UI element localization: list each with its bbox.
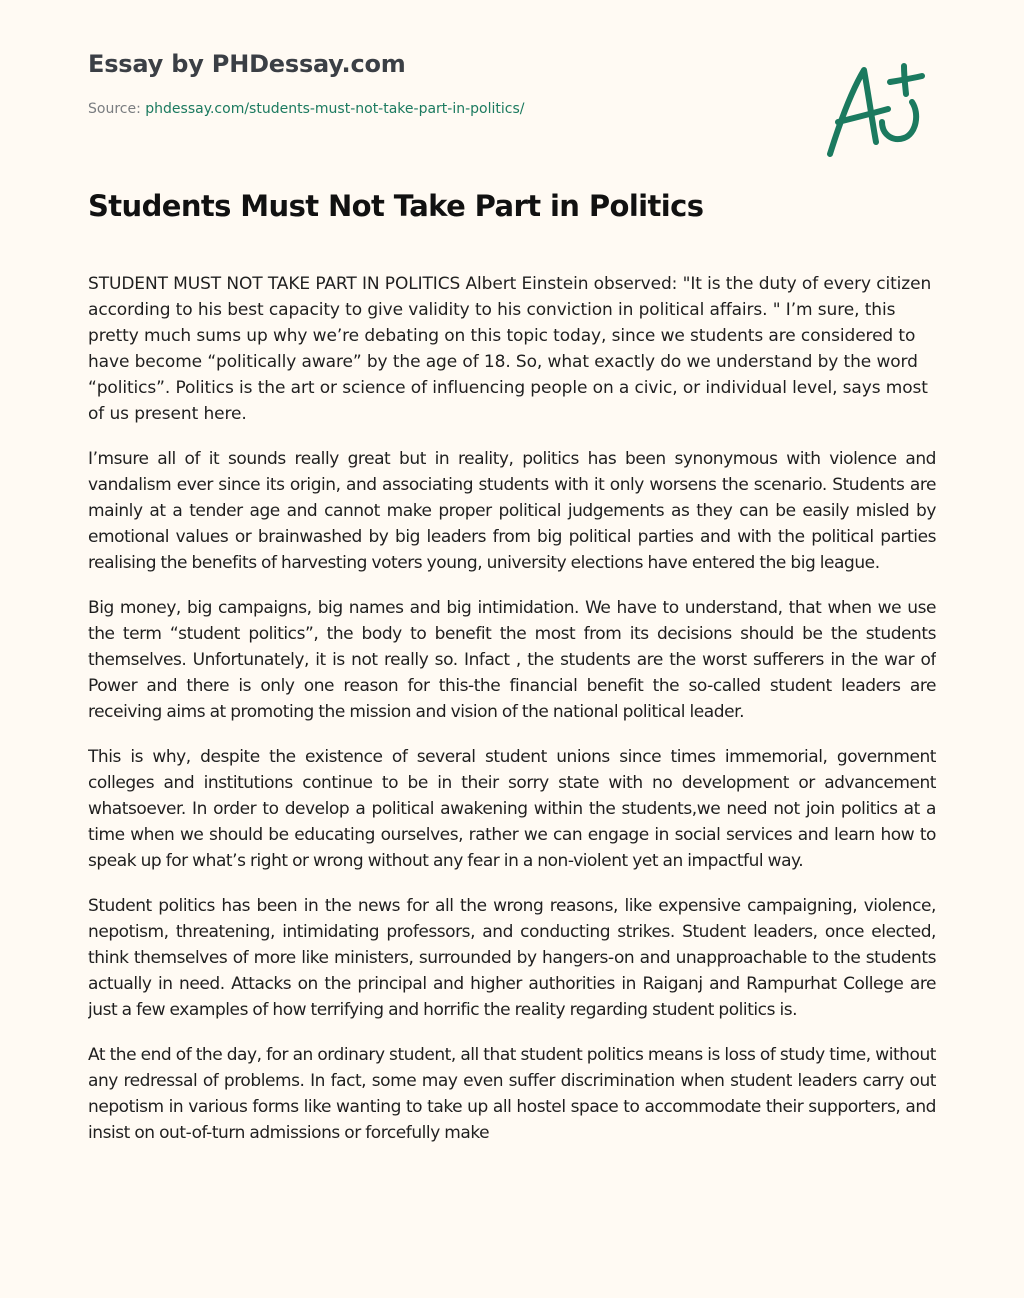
source-link[interactable]: phdessay.com/students-must-not-take-part-in-politics/ [145,101,525,117]
source-label: Source: [88,101,146,117]
essay-paragraph: STUDENT MUST NOT TAKE PART IN POLITICS Albert Einstein observed: "It is the duty of every citizen according to his best capacity to give validity to his conviction in political affairs. " I’m sure, this pretty much sums up why we’re debating on this topic today, since we students are considered to have become “politically aware” by the age of 18. So, what exactly do we understand by the word “politics”. Politics is the art or science of influencing people on a civic, or individual level, says most of us present here. [88,274,932,424]
essay-title: Students Must Not Take Part in Politics [88,189,704,223]
essay-paragraph: Student politics has been in the news for all the wrong reasons, like expensive campaigning, violence, nepotism, threatening, intimidating professors, and conducting strikes. Student leaders, once elected, think themselves of more like ministers, surrounded by hangers-on and unapproachable to the students actually in need. Attacks on the principal and higher authorities in Raiganj and Rampurhat College are just a few examples of how terrifying and horrific the reality regarding student politics is. [88,896,936,1020]
site-brand: Essay by PHDessay.com [88,50,406,78]
essay-body [88,271,936,1250]
essay-paragraph: At the end of the day, for an ordinary student, all that student politics means is loss of study time, without any redressal of problems. In fact, some may even suffer discrimination when student leaders carry out nepotism in various forms like wanting to take up all hostel space to accommodate their supporters, and insist on out-of-turn admissions or forcefully make [88,1045,936,1143]
essay-paragraph: I’msure all of it sounds really great but in reality, politics has been synonymous with violence and vandalism ever since its origin, and associating students with it only worsens the scenario. Students are mainly at a tender age and cannot make proper political judgements as they can be easily misled by emotional values or brainwashed by big leaders from big political parties and with the political parties realising the benefits of harvesting voters young, university elections have entered the big league. [88,449,936,573]
source-line [88,101,524,117]
a-plus-grade-icon [818,62,938,162]
essay-paragraph: This is why, despite the existence of several student unions since times immemorial, government colleges and institutions continue to be in their sorry state with no development or advancement whatsoever. In order to develop a political awakening within the students,we need not join politics at a time when we should be educating ourselves, rather we can engage in social services and learn how to speak up for what’s right or wrong without any fear in a non-violent yet an impactful way. [88,747,936,871]
essay-paragraph: Big money, big campaigns, big names and big intimidation. We have to understand, that when we use the term “student politics”, the body to benefit the most from its decisions should be the students themselves. Unfortunately, it is not really so. Infact , the students are the worst sufferers in the war of Power and there is only one reason for this-the financial benefit the so-called student leaders are receiving aims at promoting the mission and vision of the national political leader. [88,598,936,722]
